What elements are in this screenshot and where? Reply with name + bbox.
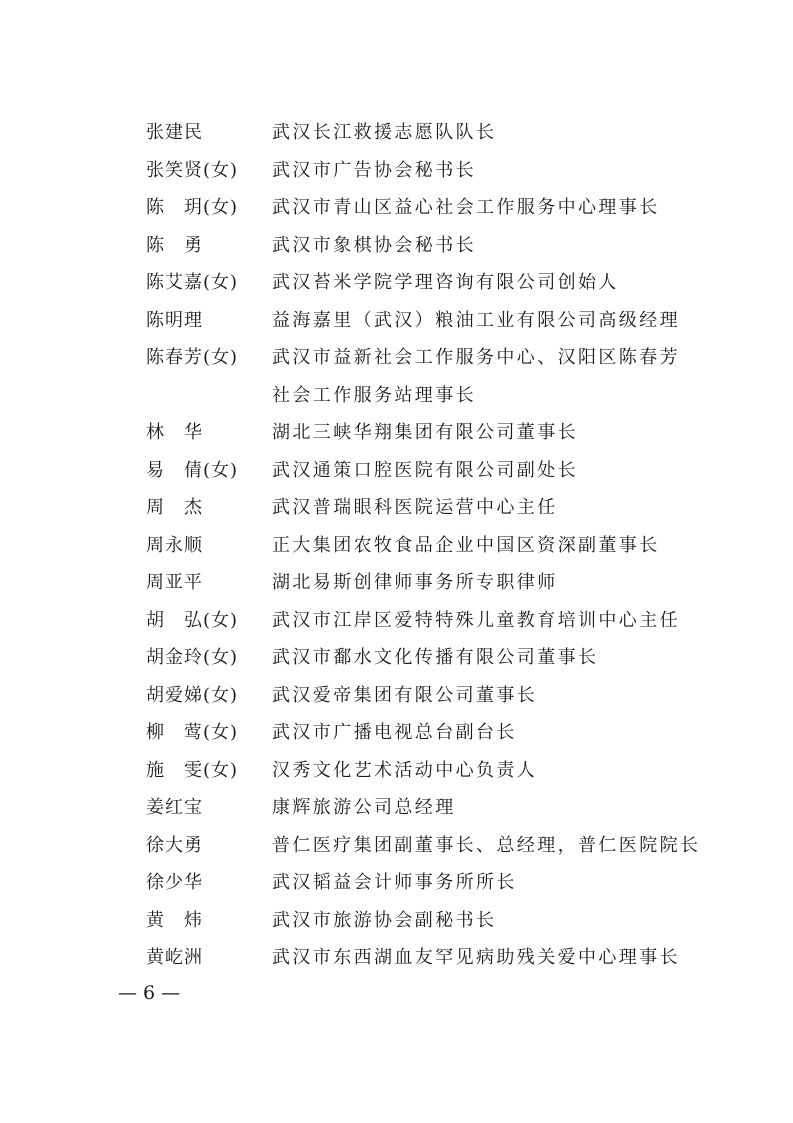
- title-line: 汉秀文化艺术活动中心负责人: [272, 759, 538, 781]
- person-name: 黄 炜: [146, 909, 203, 931]
- person-name: 张笑贤(女): [146, 159, 239, 181]
- person-name: 施 雯(女): [146, 759, 239, 781]
- list-item: [146, 564, 706, 602]
- person-title: [272, 527, 706, 565]
- title-line: 湖北三峡华翔集团有限公司董事长: [272, 422, 578, 443]
- title-line: 武汉爱帝集团有限公司董事长: [272, 684, 538, 706]
- title-line: 武汉市鄱水文化传播有限公司董事长: [272, 647, 599, 668]
- list-item: [146, 189, 706, 227]
- person-title: [272, 264, 706, 302]
- member-list: [146, 114, 706, 977]
- list-item: [146, 264, 706, 302]
- title-line: 武汉长江救援志愿队队长: [272, 122, 497, 143]
- person-title: [272, 677, 706, 715]
- person-name: 柳 莺(女): [146, 722, 239, 743]
- person-title: [272, 302, 706, 340]
- person-name: 陈明理: [146, 309, 203, 331]
- person-title: [272, 227, 706, 265]
- person-title: [272, 339, 706, 414]
- list-item: [146, 789, 706, 827]
- list-item: [146, 602, 706, 640]
- list-item: [146, 114, 706, 152]
- list-item: [146, 302, 706, 340]
- person-name: 陈 勇: [146, 234, 203, 256]
- list-item: [146, 527, 706, 565]
- list-item: [146, 827, 706, 865]
- title-line: 武汉通策口腔医院有限公司副处长: [272, 459, 578, 481]
- list-item: [146, 714, 706, 752]
- person-name: 胡 弘(女): [146, 609, 239, 631]
- list-item: [146, 489, 706, 527]
- list-item: [146, 902, 706, 940]
- title-line: 武汉市江岸区爱特特殊儿童教育培训中心主任: [272, 609, 680, 631]
- person-name: 徐少华: [146, 872, 203, 893]
- person-title: [272, 564, 706, 602]
- person-title: [272, 752, 706, 790]
- list-item: [146, 864, 706, 902]
- title-line: 正大集团农牧食品企业中国区资深副董事长: [272, 534, 660, 556]
- person-name: 徐大勇: [146, 834, 203, 856]
- person-title: [272, 189, 706, 227]
- person-name: 周永顺: [146, 534, 203, 556]
- person-name: 张建民: [146, 122, 203, 143]
- person-name: 黄屹洲: [146, 947, 203, 968]
- person-name: 易 倩(女): [146, 459, 239, 481]
- title-line: 武汉市广告协会秘书长: [272, 159, 476, 181]
- title-line: 武汉市象棋协会秘书长: [272, 234, 476, 256]
- person-title: [272, 414, 706, 452]
- list-item: [146, 452, 706, 490]
- person-name: 陈 玥(女): [146, 197, 239, 218]
- list-item: [146, 677, 706, 715]
- person-title: [272, 864, 706, 902]
- person-name: 陈艾嘉(女): [146, 272, 239, 293]
- title-line: 湖北易斯创律师事务所专职律师: [272, 572, 558, 593]
- list-item: [146, 339, 706, 414]
- person-title: [272, 452, 706, 490]
- list-item: [146, 414, 706, 452]
- person-name: 周 杰: [146, 497, 203, 518]
- title-line: 益海嘉里（武汉）粮油工业有限公司高级经理: [272, 309, 680, 331]
- list-item: [146, 939, 706, 977]
- person-name: 林 华: [146, 422, 203, 443]
- title-line: 康辉旅游公司总经理: [272, 797, 456, 818]
- person-title: [272, 489, 706, 527]
- page-number: — 6 —: [118, 982, 181, 1004]
- title-line: 社会工作服务站理事长: [272, 384, 476, 406]
- person-title: [272, 789, 706, 827]
- person-name: 胡金玲(女): [146, 647, 239, 668]
- title-line: 武汉市东西湖血友罕见病助残关爱中心理事长: [272, 947, 680, 968]
- title-line: 武汉普瑞眼科医院运营中心主任: [272, 497, 558, 518]
- person-title: [272, 114, 706, 152]
- title-line: 普仁医疗集团副董事长、总经理，普仁医院院长: [272, 834, 701, 856]
- list-item: [146, 152, 706, 190]
- title-line: 武汉韬益会计师事务所所长: [272, 872, 517, 893]
- person-title: [272, 639, 706, 677]
- list-item: [146, 752, 706, 790]
- title-line: 武汉市益新社会工作服务中心、汉阳区陈春芳: [272, 347, 680, 368]
- person-title: [272, 827, 706, 865]
- list-item: [146, 227, 706, 265]
- list-item: [146, 639, 706, 677]
- person-name: 胡爱娣(女): [146, 684, 239, 706]
- person-title: [272, 902, 706, 940]
- person-name: 姜红宝: [146, 797, 203, 818]
- title-line: 武汉市青山区益心社会工作服务中心理事长: [272, 197, 660, 218]
- title-line: 武汉市广播电视总台副台长: [272, 722, 517, 743]
- person-name: 周亚平: [146, 572, 203, 593]
- title-line: 武汉苔米学院学理咨询有限公司创始人: [272, 272, 619, 293]
- person-title: [272, 714, 706, 752]
- person-title: [272, 939, 706, 977]
- person-name: 陈春芳(女): [146, 347, 239, 368]
- person-title: [272, 602, 706, 640]
- title-line: 武汉市旅游协会副秘书长: [272, 909, 497, 931]
- person-title: [272, 152, 706, 190]
